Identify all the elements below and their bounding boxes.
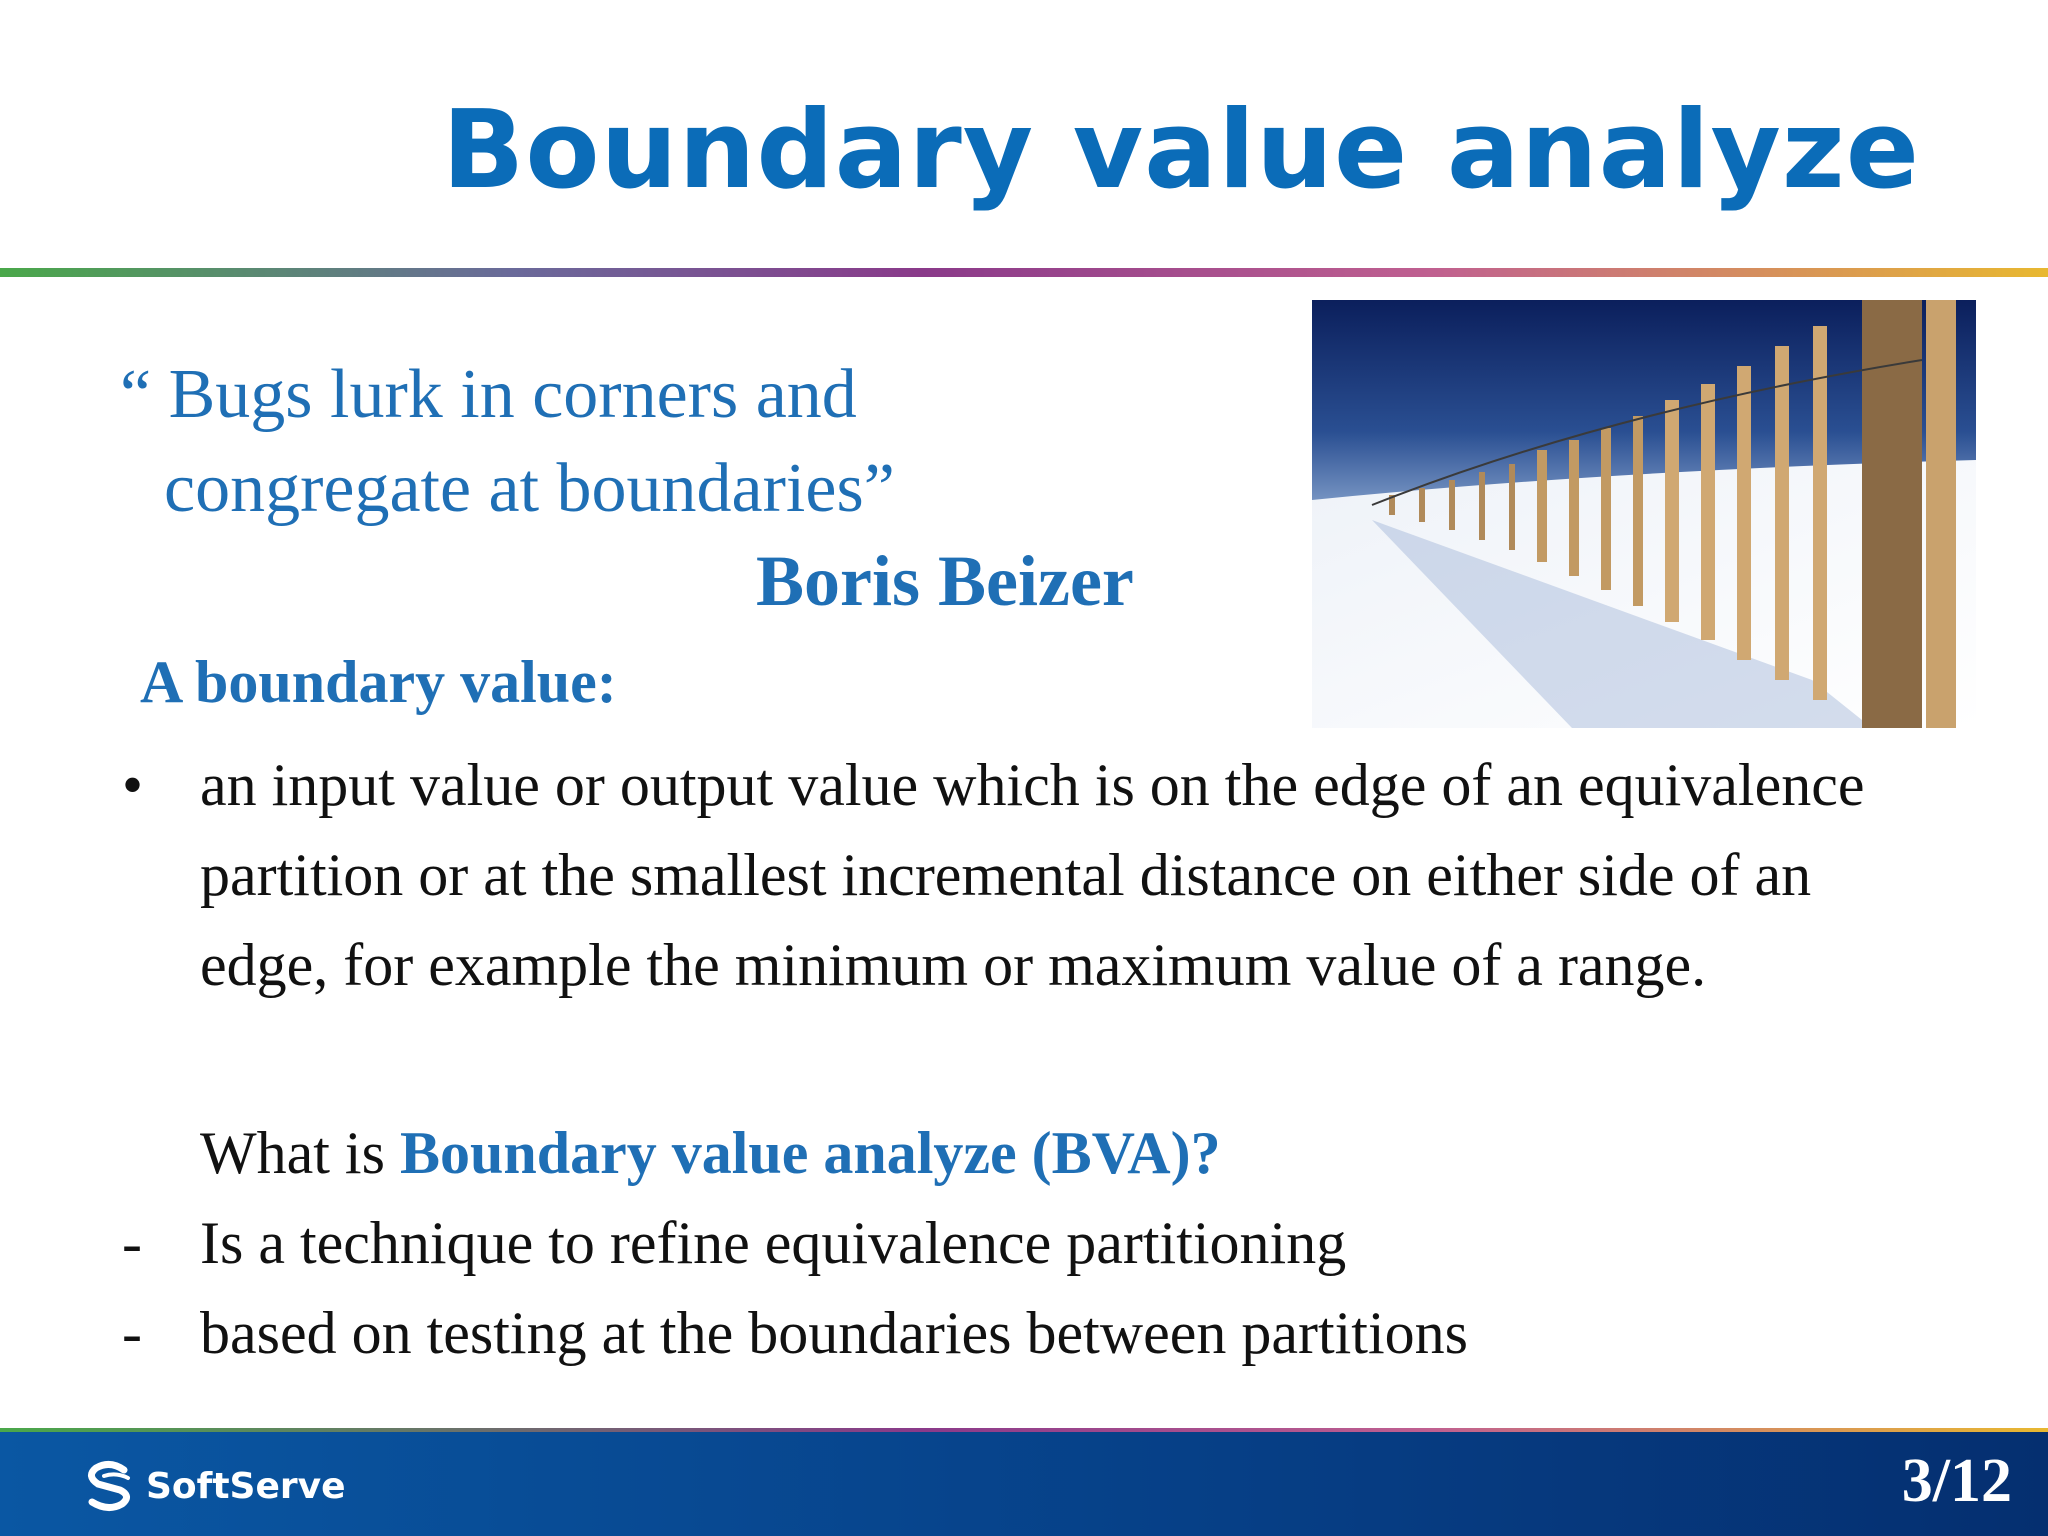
bullet-icon: • [122,752,144,818]
definition-heading: A boundary value: [140,649,617,715]
list-item-text: Is a technique to refine equivalence partitioning [200,1210,1347,1276]
definition-text: an input value or output value which is on the edge of an equivalence partition or at the smallest incremental distance on either side of an edge, for example the minimum or maximum value of a range. [200,752,1865,998]
question-highlight: Boundary value analyze (BVA)? [399,1120,1221,1186]
logo-text: SoftServe [146,1465,346,1507]
list-item-text: based on testing at the boundaries between partitions [200,1300,1468,1366]
dash-icon: - [122,1210,142,1276]
quote-author: Boris Beizer [756,541,1134,621]
list-item [122,1198,1346,1288]
snow-fence-photo [1312,300,1976,728]
page-number: 3/12 [1901,1447,2012,1515]
definition-bullet [122,740,1952,1010]
quote [120,348,895,536]
quote-line-1: “ Bugs lurk in corners and [120,356,857,433]
quote-line-2: congregate at boundaries” [164,450,895,527]
header-divider [0,268,2048,277]
bva-question [200,1108,1221,1198]
dash-icon: - [122,1300,142,1366]
question-prefix: What is [200,1120,400,1186]
slide-title: Boundary value analyze [442,88,1920,213]
softserve-logo-icon [80,1458,138,1514]
softserve-logo [80,1458,346,1514]
list-item [122,1288,1468,1378]
